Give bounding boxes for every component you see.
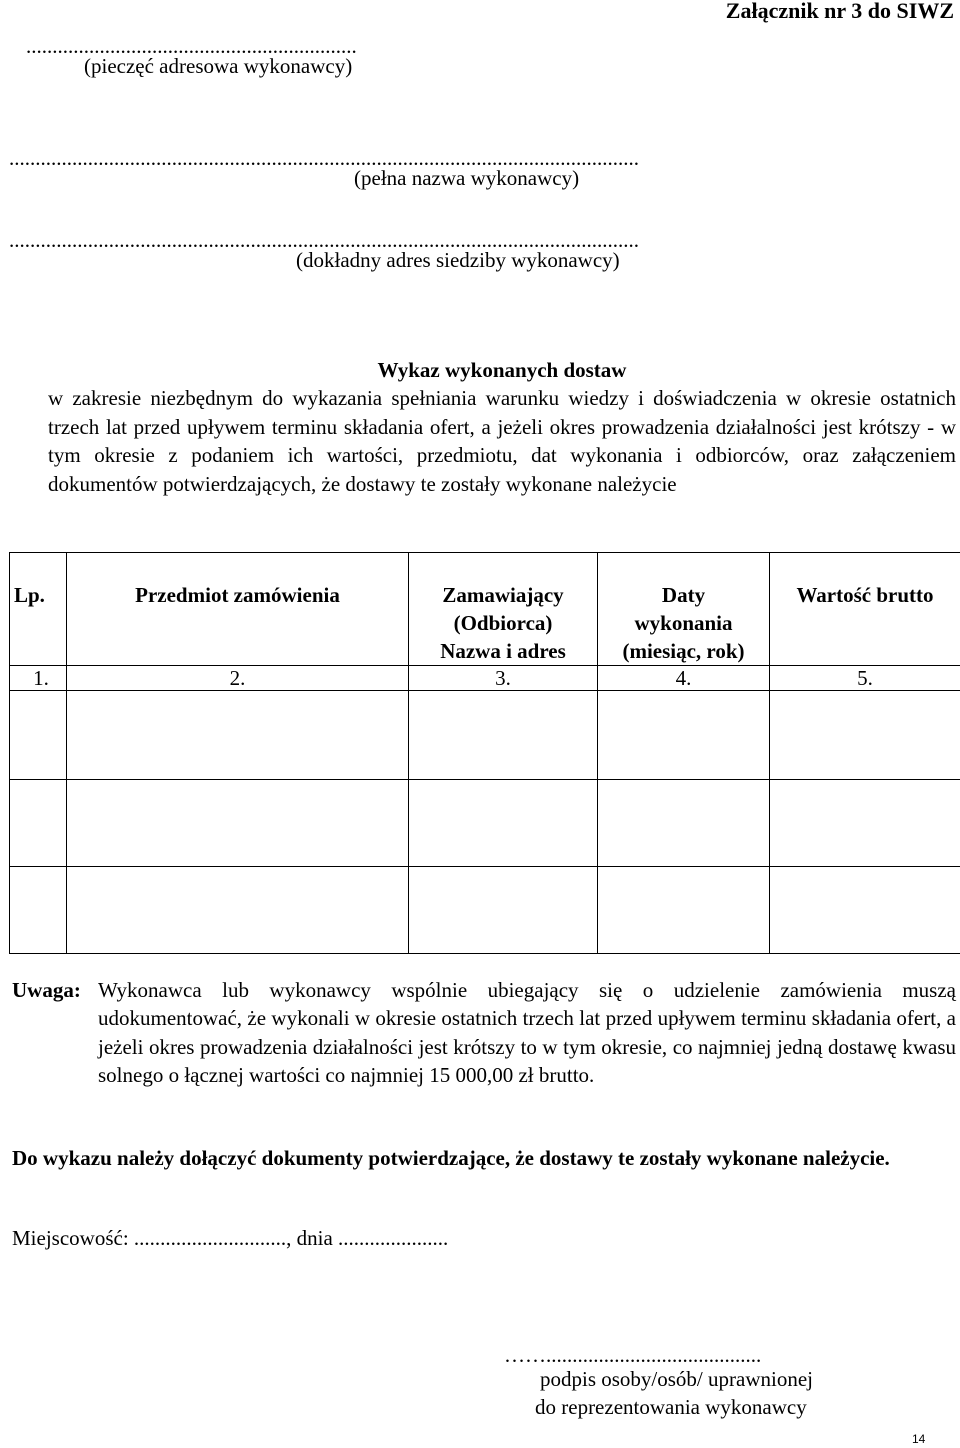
number-cell: 2. [67,666,409,691]
table-cell[interactable] [770,867,960,954]
header-value: Wartość brutto [770,553,960,666]
name-dots: ........................................................................................................................ [9,146,639,170]
note-label: Uwaga: [12,978,81,1002]
table-number-row [10,666,960,691]
table-cell[interactable] [67,867,409,954]
deliveries-table [9,552,960,954]
table-cell[interactable] [10,691,67,780]
header-dates-line3: (miesiąc, rok) [622,639,745,663]
table-cell[interactable] [10,780,67,867]
stamp-caption: (pieczęć adresowa wykonawcy) [84,54,353,78]
number-cell: 5. [770,666,960,691]
address-caption: (dokładny adres siedziby wykonawcy) [296,248,620,272]
header-dates-line1: Daty [661,583,706,607]
attachment-label: Załącznik nr 3 do SIWZ [725,0,954,23]
place-date-line: Miejscowość: ............................., dnia ..................... [12,1226,449,1250]
table-cell[interactable] [598,691,770,780]
table-row [10,780,960,867]
header-client-line1: Zamawiający [442,583,564,607]
intro-paragraph: w zakresie niezbędnym do wykazania spełniania warunku wiedzy i doświadczenia w okresie ostatnich trzech lat przed upływem terminu składania ofert, a jeżeli okres prowadzenia działalności jest krótszy - w tym okresie z podaniem ich wartości, przedmiotu, dat wykonania i odbiorców, oraz załączeniem dokumentów potwierdzających, że dostawy te zostały wykonane należycie [48,386,956,496]
number-cell: 1. [10,666,67,691]
name-caption: (pełna nazwa wykonawcy) [354,166,580,190]
table-cell[interactable] [10,867,67,954]
table-cell[interactable] [770,691,960,780]
header-subject: Przedmiot zamówienia [67,553,409,666]
signature-caption-line1: podpis osoby/osób/ uprawnionej [540,1367,813,1391]
header-client-line3: Nazwa i adres [440,639,566,663]
number-cell: 4. [598,666,770,691]
table-cell[interactable] [409,867,598,954]
header-client [409,553,598,666]
table-cell[interactable] [409,780,598,867]
document-title: Wykaz wykonanych dostaw [377,358,627,382]
table-cell[interactable] [67,691,409,780]
table-row [10,691,960,780]
note-section [12,976,956,1090]
header-lp: Lp. [10,553,67,666]
table-cell[interactable] [598,867,770,954]
table-row [10,867,960,954]
header-dates [598,553,770,666]
note-text: Wykonawca lub wykonawcy wspólnie ubiegający się o udzielenie zamówienia muszą udokumentować, że wykonali w okresie ostatnich trzech lat przed upływem terminu składania ofert, a jeżeli okres prowadzenia działalności jest krótszy to w tym okresie, co najmniej jedną dostawę kwasu solnego o łącznej wartości co najmniej 15 000,00 zł brutto. [98,978,956,1088]
table-cell[interactable] [598,780,770,867]
table-cell[interactable] [770,780,960,867]
attach-notice: Do wykazu należy dołączyć dokumenty potwierdzające, że dostawy te zostały wykonane należycie. [12,1146,890,1170]
header-client-line2: (Odbiorca) [453,611,553,635]
table-cell[interactable] [67,780,409,867]
table-cell[interactable] [409,691,598,780]
page-number: 14 [912,1432,926,1446]
number-cell: 3. [409,666,598,691]
header-dates-line2: wykonania [634,611,733,635]
signature-dots: ……......................................... [504,1343,762,1367]
signature-caption-line2: do reprezentowania wykonawcy [535,1395,807,1419]
intro-section [48,356,956,498]
table-header-row [10,553,960,666]
address-dots: ........................................................................................................................ [9,228,639,252]
stamp-dots: ............................................................... [26,34,357,58]
